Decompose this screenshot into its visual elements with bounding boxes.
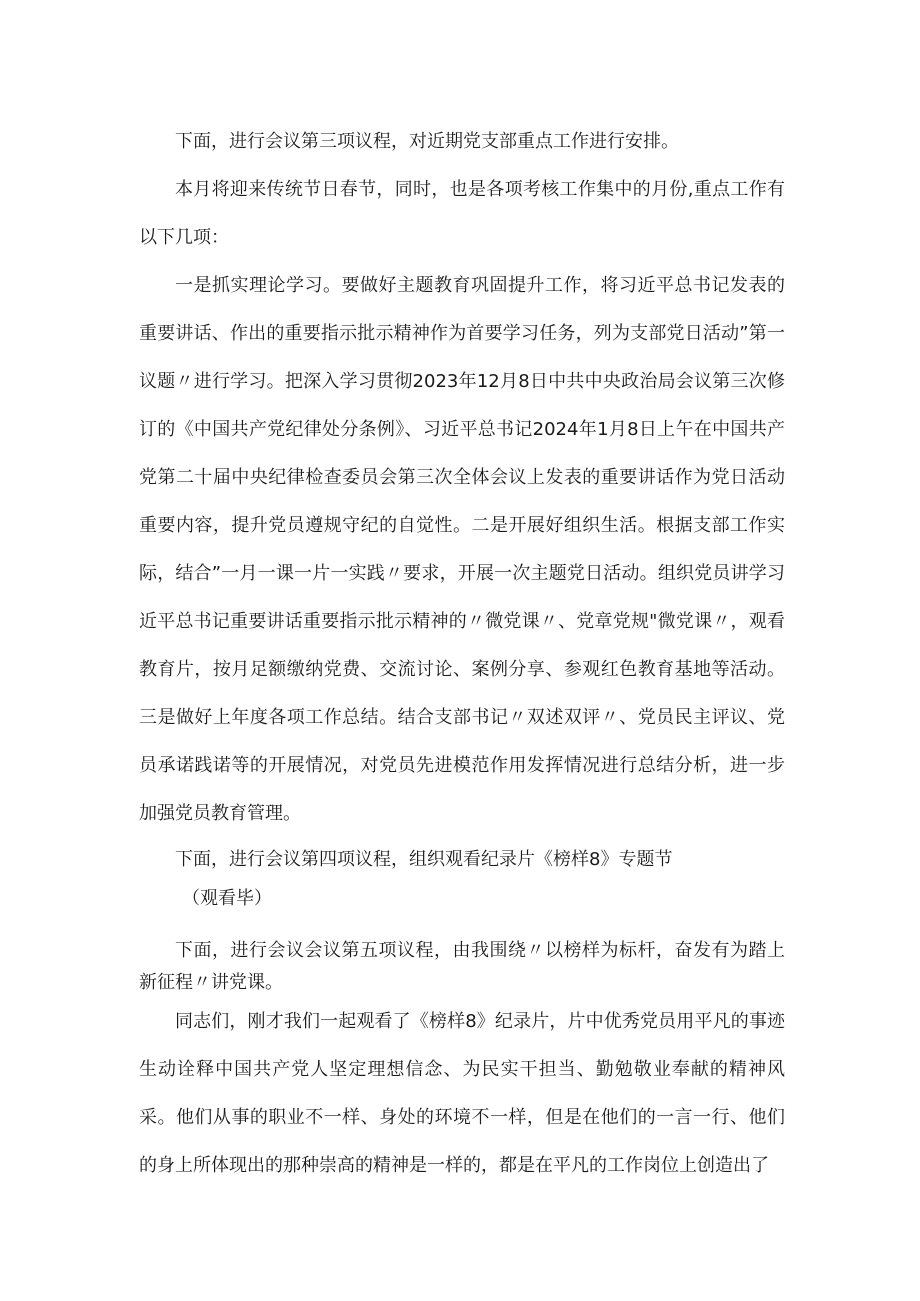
paragraph-agenda-item-5: 下面，进行会议会议第五项议程，由我围绕〃以榜样为标杆，奋发有为踏上新征程〃讲党课。 (139, 940, 785, 993)
paragraph-viewing-note: （观看毕） (182, 888, 272, 909)
paragraph-party-lecture: 同志们，刚才我们一起观看了《榜样8》纪录片，片中优秀党员用平凡的事迹生动诠释中国共产党人坚定理想信念、为民实干担当、勤勉敬业奉献的精神风采。他们从事的职业不一样、身处的环境不一样，但是在他们的一言一行、他们的身上所体现出的那种崇高的精神是一样的，都是在平凡的工作岗位上创造出了 (139, 1011, 785, 1176)
paragraph-monthly-overview: 本月将迎来传统节日春节，同时，也是各项考核工作集中的月份,重点工作有以下几项： (139, 179, 785, 248)
paragraph-key-tasks: 一是抓实理论学习。要做好主题教育巩固提升工作，将习近平总书记发表的重要讲话、作出的重要指示批示精神作为首要学习任务，列为支部党日活动”第一议题〃进行学习。把深入学习贯彻2023年12月8日中共中央政治局会议第三次修订的《中国共产党纪律处分条例》、习近平总书记2024年1月8日上午在中国共产党第二十届中央纪律检查委员会第三次全体会议上发表的重要讲话作为党日活动重要内容，提升党员遵规守纪的自觉性。二是开展好组织生活。根据支部工作实际，结合”一月一课一片一实践〃要求，开展一次主题党日活动。组织党员讲学习近平总书记重要讲话重要指示批示精神的〃微党课〃、党章党规"微党课〃，观看教育片，按月足额缴纳党费、交流讨论、案例分享、参观红色教育基地等活动。三是做好上年度各项工作总结。结合支部书记〃双述双评〃、党员民主评议、党员承诺践诺等的开展情况，对党员先进模范作用发挥情况进行总结分析，进一步加强党员教育管理。 (139, 275, 785, 824)
paragraph-agenda-item-3: 下面，进行会议第三项议程，对近期党支部重点工作进行安排。 (175, 131, 679, 152)
paragraph-agenda-item-4: 下面，进行会议第四项议程，组织观看纪录片《榜样8》专题节 (175, 849, 673, 870)
